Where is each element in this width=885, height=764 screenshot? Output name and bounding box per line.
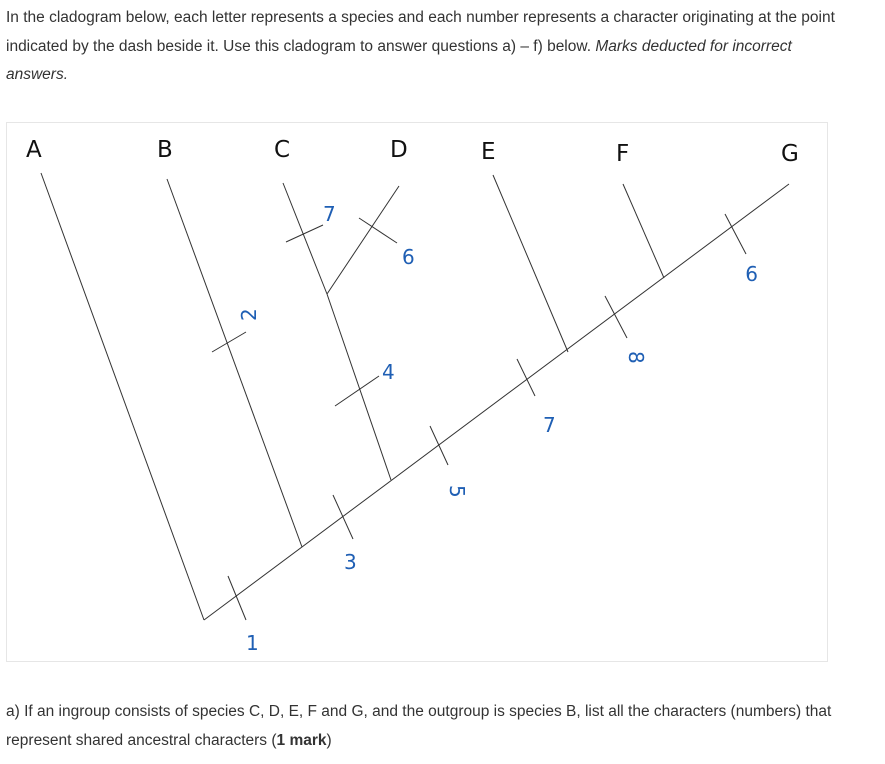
char-label-7-left: 7 (323, 202, 336, 226)
char-label-9: 9 (745, 261, 758, 285)
char-dash-9 (725, 214, 746, 254)
marks-note: Marks deducted for incorrect answers. (6, 37, 792, 83)
char-dash-7-left (286, 225, 323, 242)
species-label-e: E (481, 139, 496, 165)
question-a-close: ) (326, 732, 332, 749)
species-label-d: D (390, 137, 408, 163)
cladogram-svg (7, 123, 827, 661)
char-label-5: 5 (445, 485, 469, 498)
char-label-6: 6 (402, 245, 415, 269)
branch-f (623, 184, 664, 278)
char-dash-3 (333, 495, 353, 539)
char-dash-1 (228, 576, 246, 620)
char-dash-6 (359, 218, 397, 243)
question-a-marks: 1 mark (276, 732, 327, 749)
char-label-3: 3 (344, 550, 357, 574)
species-label-b: B (157, 137, 173, 163)
branch-c (283, 183, 327, 294)
branch-e (493, 175, 568, 352)
species-label-g: G (781, 141, 799, 167)
char-label-2: 2 (237, 308, 261, 321)
char-label-8: 8 (624, 351, 648, 364)
instructions (6, 4, 836, 90)
species-label-c: C (274, 137, 291, 163)
cladogram-figure (6, 122, 828, 662)
main-trunk (204, 184, 789, 620)
question-a-text: a) If an ingroup consists of species C, D, E, F and G, and the outgroup is species B, list all the characters (numbers) that represent shared ancestral characters ( (6, 703, 832, 749)
question-a (6, 697, 846, 755)
branch-a (41, 173, 204, 620)
instructions-text: In the cladogram below, each letter represents a species and each number represents a character originating at the point indicated by the dash beside it. Use this cladogram to answer questions a) – f) below. (6, 9, 835, 55)
char-label-1: 1 (246, 631, 259, 655)
species-label-a: A (26, 137, 42, 163)
species-label-f: F (616, 141, 630, 167)
branch-b (167, 179, 302, 547)
branch-d (327, 186, 399, 294)
char-dash-8 (605, 296, 627, 338)
char-label-7-right: 7 (543, 413, 556, 437)
branch-cd (327, 294, 391, 480)
char-dash-7-right (517, 359, 535, 396)
char-dash-5 (430, 426, 448, 465)
char-label-4: 4 (382, 360, 395, 384)
